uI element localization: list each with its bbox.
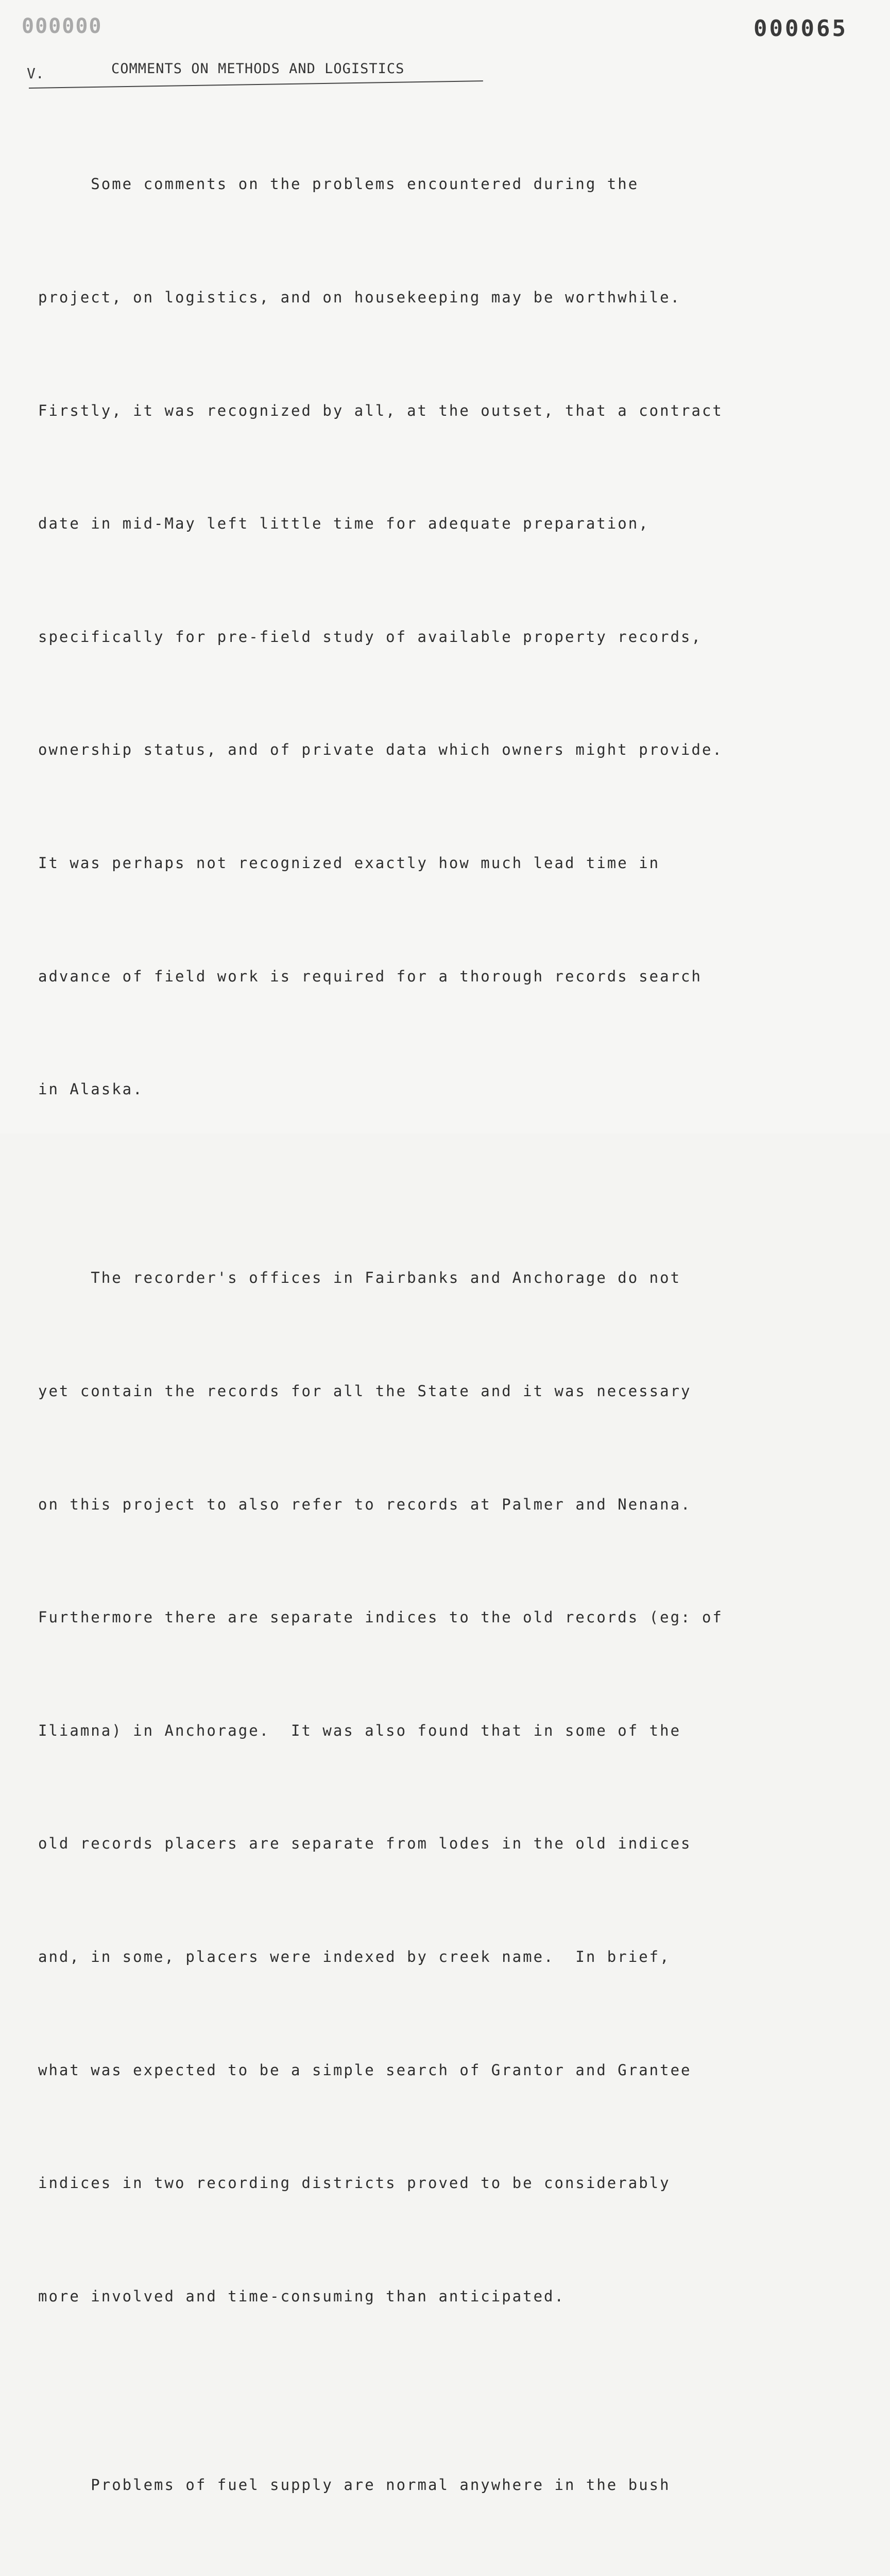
paragraph-3 (38, 2391, 769, 2576)
paragraph-2 (38, 1184, 769, 2391)
text-line: It was perhaps not recognized exactly how much lead time in (38, 854, 660, 872)
body-text (38, 90, 769, 2576)
text-line: on this project to also refer to records at Palmer and Nenana. (38, 1495, 692, 1513)
section-number: V. (27, 65, 44, 82)
text-line: Iliamna) in Anchorage. It was also found that in some of the (38, 1721, 681, 1739)
text-line: specifically for pre-field study of available property records, (38, 628, 702, 646)
section-title: COMMENTS ON METHODS AND LOGISTICS (111, 61, 405, 77)
text-line: Furthermore there are separate indices to the old records (eg: of (38, 1608, 723, 1626)
text-line: indices in two recording districts proved to be considerably (38, 2174, 671, 2192)
text-line: date in mid-May left little time for adequate preparation, (38, 515, 649, 533)
text-line: what was expected to be a simple search of Grantor and Grantee (38, 2061, 692, 2079)
text-line: and, in some, placers were indexed by creek name. In brief, (38, 1947, 671, 1965)
text-line: more involved and time-consuming than anticipated. (38, 2287, 565, 2305)
text-line: yet contain the records for all the State and it was necessary (38, 1382, 692, 1400)
page-number: 000065 (754, 15, 848, 42)
title-underline (29, 80, 483, 89)
text-line: old records placers are separate from lodes in the old indices (38, 1835, 692, 1853)
text-line: project, on logistics, and on housekeeping may be worthwhile. (38, 289, 681, 307)
text-line: Some comments on the problems encountered during the (38, 175, 639, 193)
text-line: Problems of fuel supply are normal anywhere in the bush (38, 2476, 671, 2494)
text-line: The recorder's offices in Fairbanks and Anchorage do not (38, 1269, 681, 1287)
text-line: advance of field work is required for a thorough records search (38, 967, 702, 985)
text-line: Firstly, it was recognized by all, at the outset, that a contract (38, 401, 723, 419)
stamp-left: 000000 (22, 14, 102, 38)
text-line: in Alaska. (38, 1080, 144, 1098)
paragraph-1 (38, 90, 769, 1184)
text-line: ownership status, and of private data which owners might provide. (38, 741, 723, 759)
